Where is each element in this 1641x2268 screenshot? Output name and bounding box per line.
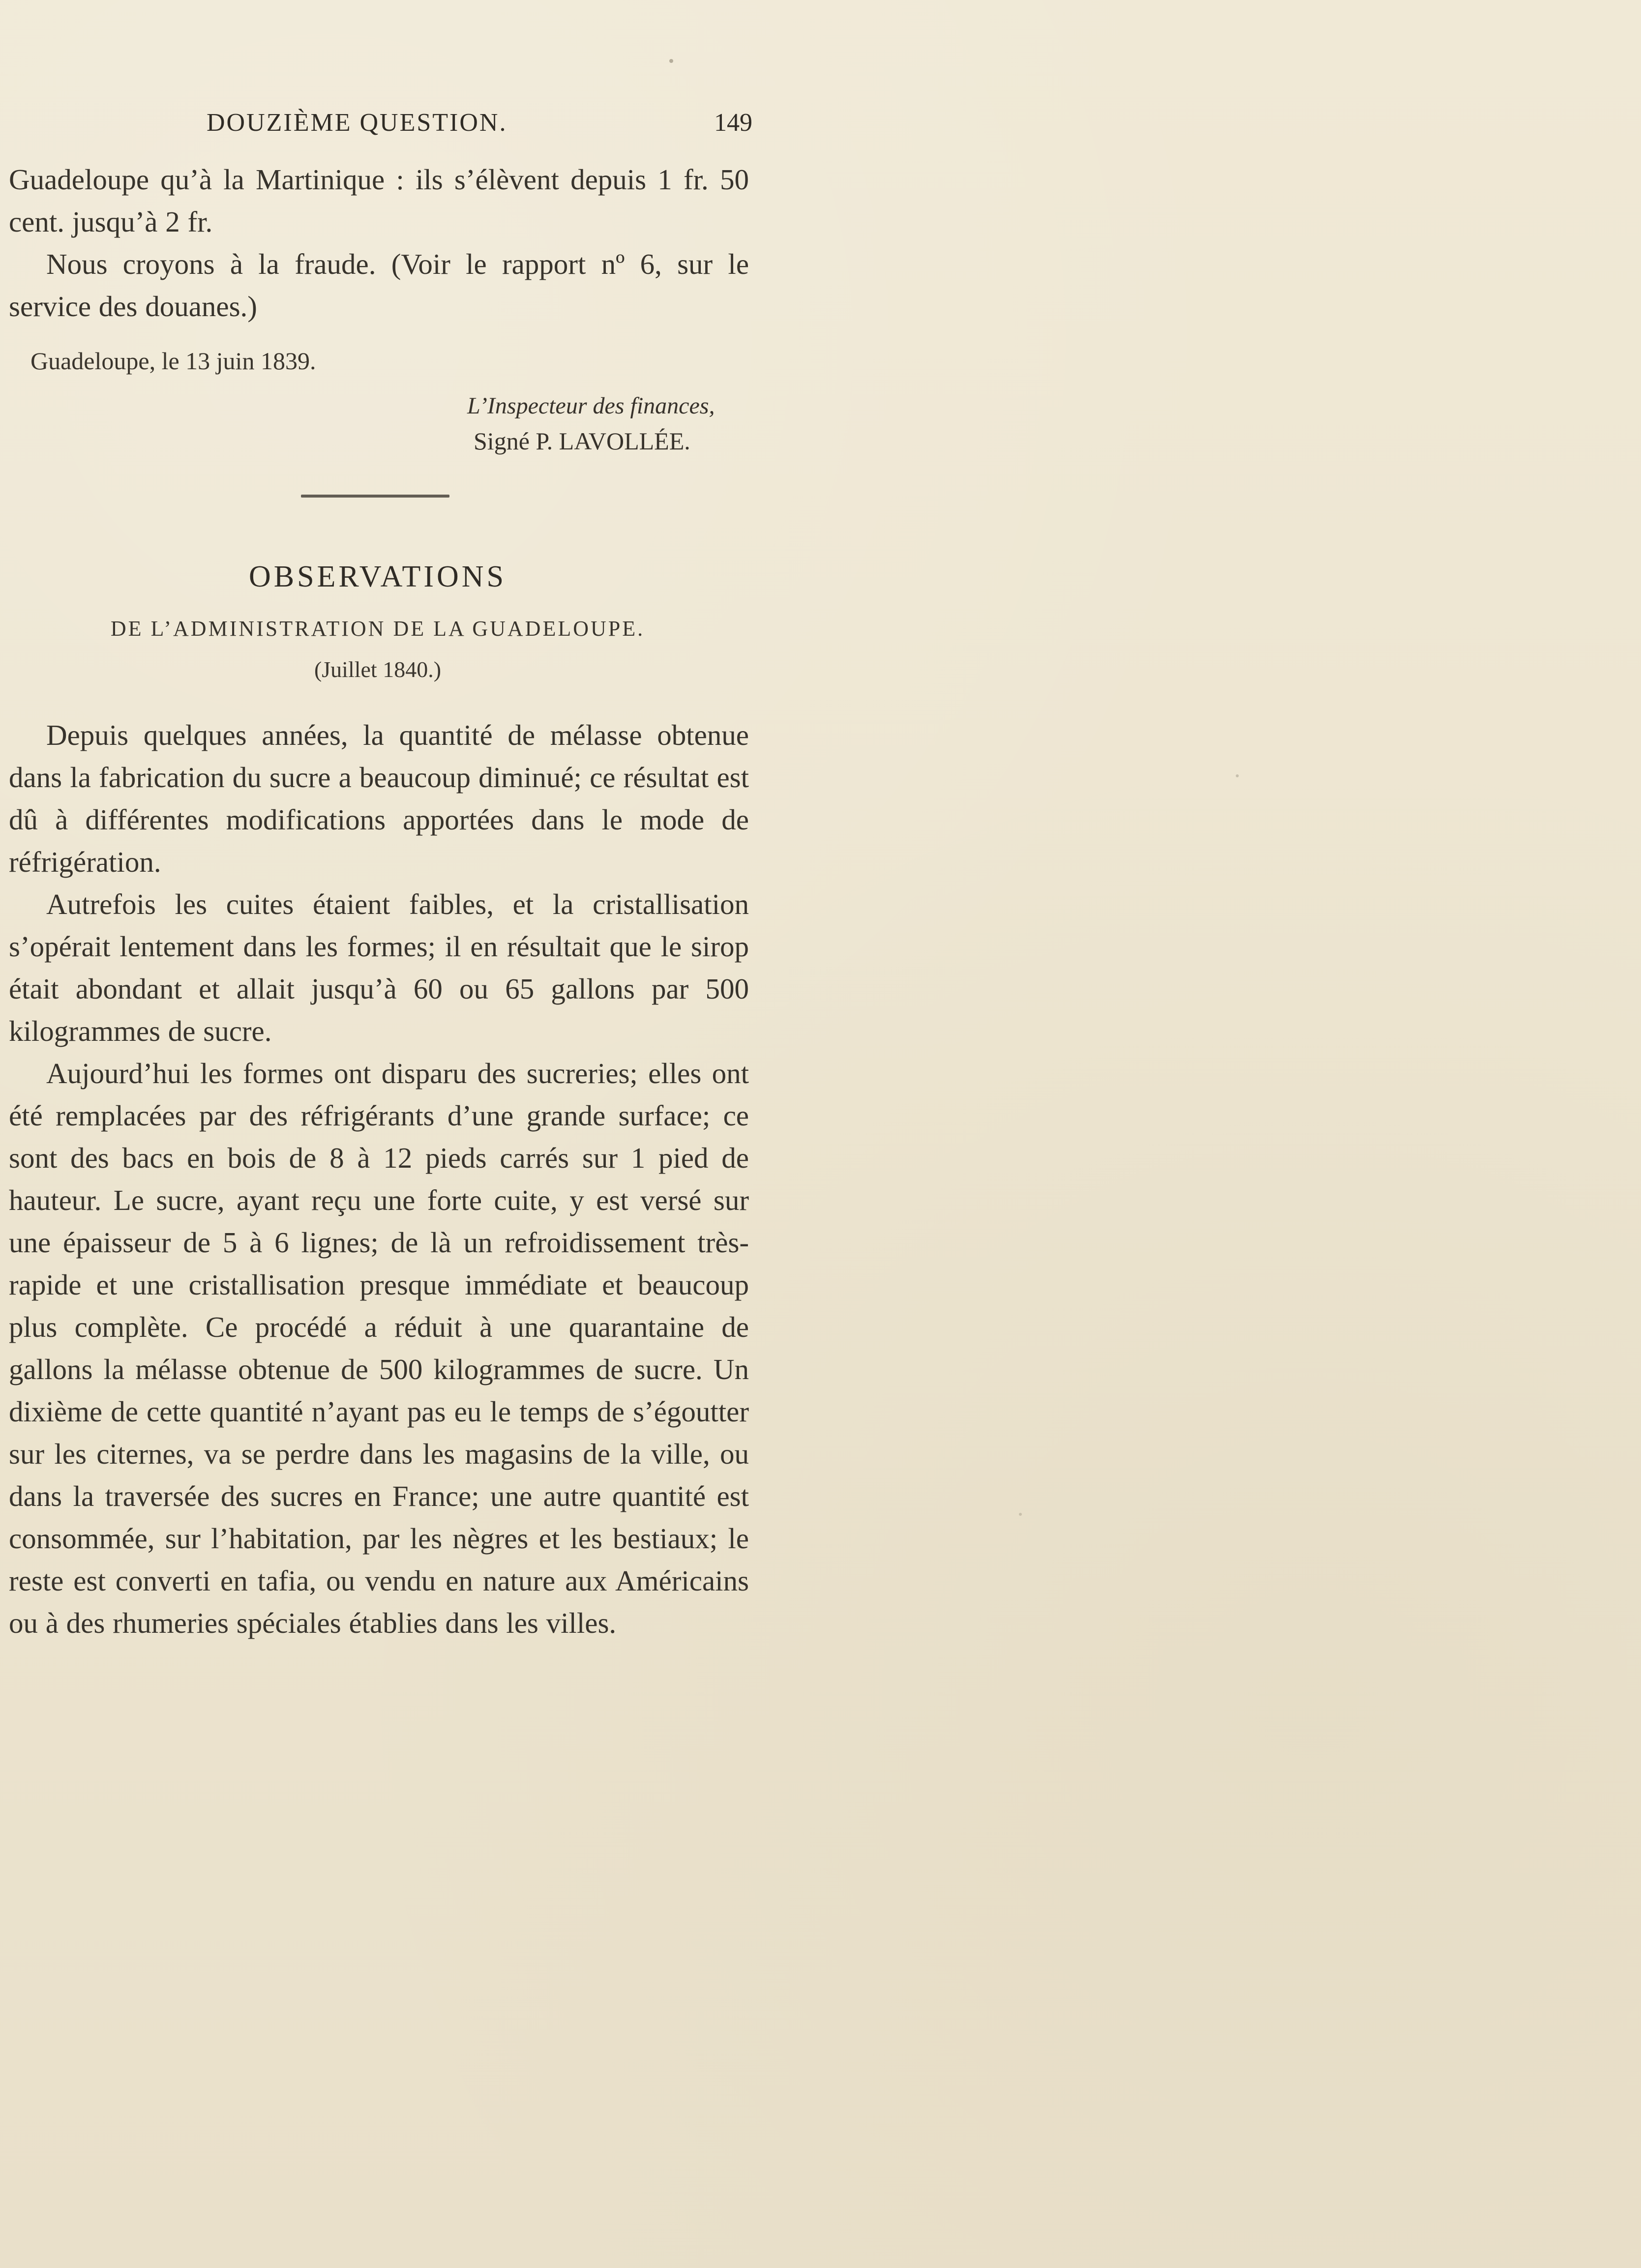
ink-speck — [669, 59, 673, 63]
signature-name: Signé P. LAVOLLÉE. — [474, 427, 690, 455]
section-subtitle: DE L’ADMINISTRATION DE LA GUADELOUPE. — [110, 617, 645, 641]
section-divider — [301, 495, 449, 498]
signature-title: L’Inspecteur des finances, — [467, 393, 715, 419]
page-number: 149 — [714, 109, 752, 137]
page-header — [207, 108, 752, 147]
paragraph: Guadeloupe qu’à la Martinique : ils s’élèvent depuis 1 fr. 50 cent. jusqu’à 2 fr. — [9, 163, 749, 238]
section-date: (Juillet 1840.) — [314, 657, 442, 682]
ink-speck — [1236, 774, 1239, 777]
paragraph: Aujourd’hui les formes ont disparu des sucreries; elles ont été remplacées par des réfrigérants d’une grande surface; ce sont des bacs en bois de 8 à 12 pieds carrés sur 1 pied de hauteur. Le sucre, ayant reçu une forte cuite, y est versé sur une épaisseur de 5 à 6 lignes; de là un refroidissement très-rapide et une cristallisation presque immédiate et beaucoup plus complète. Ce procédé a réduit à une quarantaine de gallons la mélasse obtenue de 500 kilogrammes de sucre. Un dixième de cette quantité n’ayant pas eu le temps de s’égoutter sur les citernes, va se perdre dans les magasins de la ville, ou dans la traversée des sucres en France; une autre quantité est consommée, sur l’habitation, par les nègres et les bestiaux; le reste est converti en tafia, ou vendu en nature aux Américains ou à des rhumeries spéciales établies dans les villes. — [9, 1057, 749, 1639]
top-text-block — [9, 158, 749, 327]
running-title: DOUZIÈME QUESTION. — [207, 109, 507, 137]
ink-speck — [1019, 1513, 1022, 1516]
section-title: OBSERVATIONS — [248, 560, 507, 593]
observations-text-block — [9, 714, 749, 1644]
paragraph: Autrefois les cuites étaient faibles, et la cristallisation s’opérait lentement dans les formes; il en résultait que le sirop était abondant et allait jusqu’à 60 ou 65 gallons par 500 kilogrammes de sucre. — [9, 888, 749, 1047]
paragraph: Depuis quelques années, la quantité de mélasse obtenue dans la fabrication du sucre a beaucoup diminué; ce résultat est dû à différentes modifications apportées dans le mode de réfrigération. — [9, 719, 749, 878]
paragraph: Nous croyons à la fraude. (Voir le rapport nº 6, sur le service des douanes.) — [9, 248, 749, 323]
dateline: Guadeloupe, le 13 juin 1839. — [30, 347, 316, 375]
